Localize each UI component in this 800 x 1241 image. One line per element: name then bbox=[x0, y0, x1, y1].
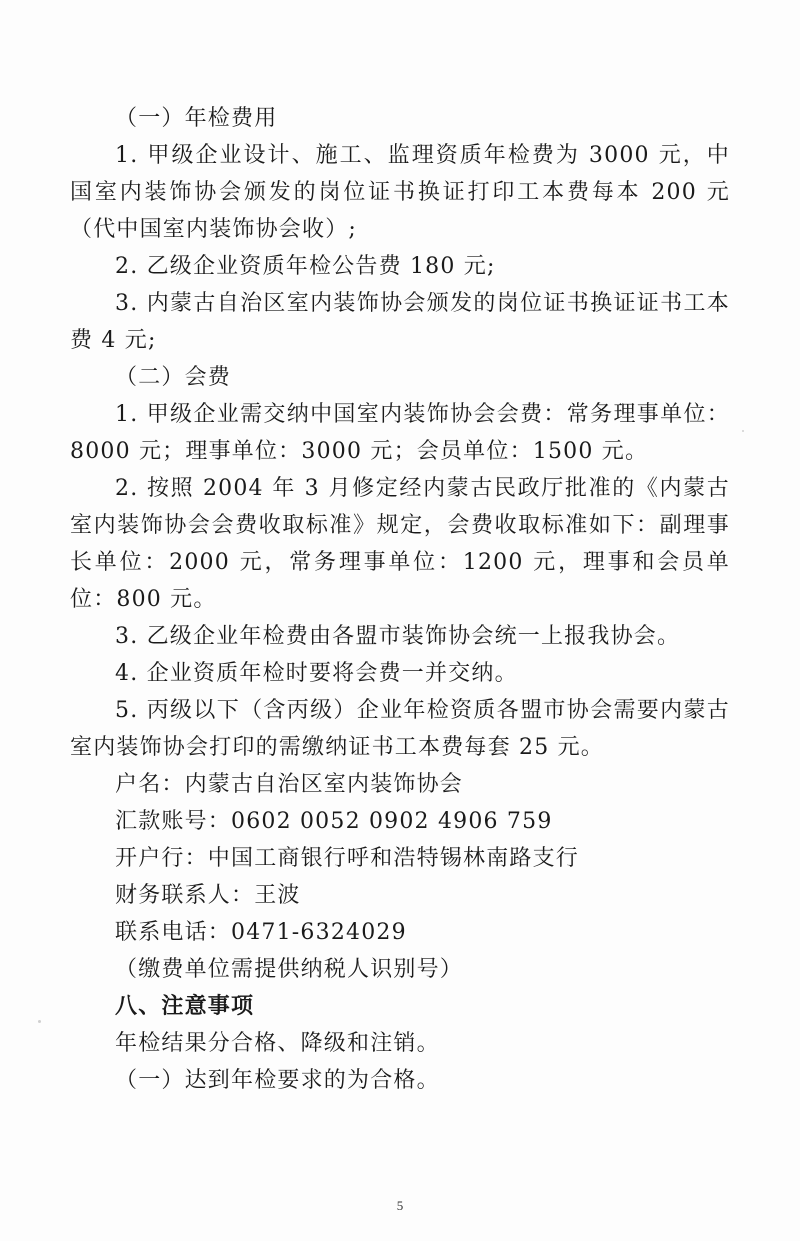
paragraph-grade-a-fee: 1. 甲级企业设计、施工、监理资质年检费为 3000 元，中国室内装饰协会颁发的岗位证书换证打印工本费每本 200 元（代中国室内装饰协会收）; bbox=[70, 143, 730, 242]
subsection-heading-inspection-fees: （一）年检费用 bbox=[115, 106, 278, 131]
tax-id-note: （缴费单位需提供纳税人识别号） bbox=[115, 957, 464, 982]
paragraph-grade-c-fee: 5. 丙级以下（含丙级）企业年检资质各盟市协会需要内蒙古室内装饰协会打印的需缴纳证书工本费每套 25 元。 bbox=[70, 698, 730, 760]
contact-phone: 联系电话：0471-6324029 bbox=[115, 920, 407, 945]
account-number: 汇款账号：0602 0052 0902 4906 759 bbox=[115, 809, 553, 834]
scan-speck bbox=[38, 1020, 41, 1023]
account-name: 户名：内蒙古自治区室内装饰协会 bbox=[115, 772, 464, 797]
paragraph-fee-standard: 2. 按照 2004 年 3 月修定经内蒙古民政厅批准的《内蒙古室内装饰协会会费收取标准》规定，会费收取标准如下：副理事长单位：2000 元，常务理事单位：1200 元，理事和会员单位：800 元。 bbox=[70, 476, 730, 612]
finance-contact: 财务联系人：王波 bbox=[115, 883, 301, 908]
bank-name: 开户行：中国工商银行呼和浩特锡林南路支行 bbox=[115, 846, 580, 871]
paragraph-grade-b-fee: 2. 乙级企业资质年检公告费 180 元; bbox=[115, 254, 496, 279]
subsection-heading-membership-fees: （二）会费 bbox=[115, 365, 232, 390]
section-heading-notes: 八、注意事项 bbox=[115, 994, 255, 1019]
paragraph-grade-b-reporting: 3. 乙级企业年检费由各盟市装饰协会统一上报我协会。 bbox=[115, 624, 681, 649]
scan-speck bbox=[742, 430, 744, 432]
paragraph-pay-together: 4. 企业资质年检时要将会费一并交纳。 bbox=[115, 661, 518, 686]
paragraph-result-categories: 年检结果分合格、降级和注销。 bbox=[115, 1031, 440, 1056]
document-body bbox=[70, 100, 730, 1099]
paragraph-pass-criteria: （一）达到年检要求的为合格。 bbox=[115, 1068, 440, 1093]
paragraph-grade-a-membership: 1. 甲级企业需交纳中国室内装饰协会会费：常务理事单位：8000 元；理事单位：3000 元；会员单位：1500 元。 bbox=[70, 402, 730, 464]
paragraph-certificate-fee: 3. 内蒙古自治区室内装饰协会颁发的岗位证书换证证书工本费 4 元; bbox=[70, 291, 730, 353]
page-number: 5 bbox=[396, 1198, 404, 1213]
